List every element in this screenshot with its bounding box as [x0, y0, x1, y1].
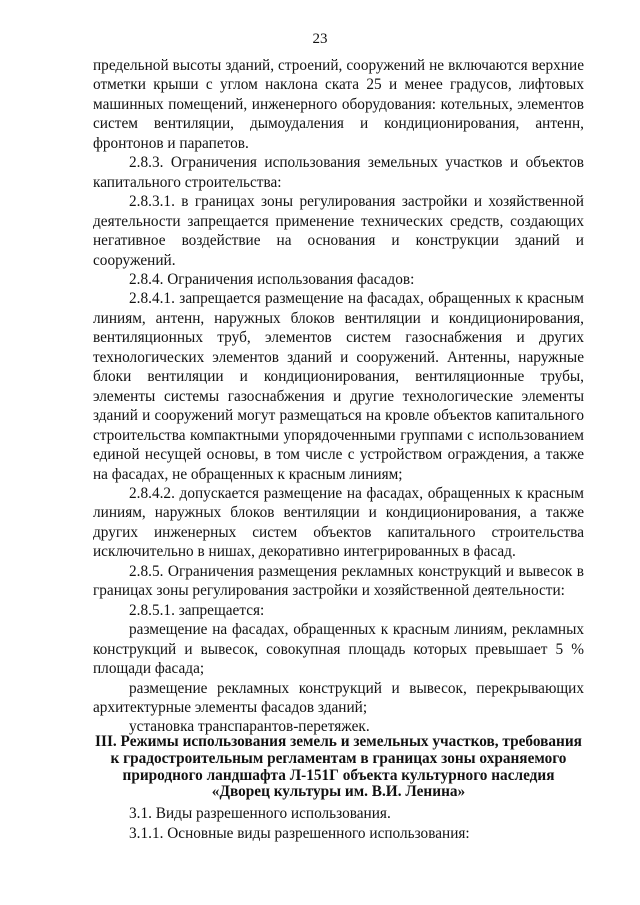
paragraph-2-8-5: 2.8.5. Ограничения размещения рекламных конструкций и вывесок в границах зоны регулирования застройки и хозяйственной деятельности: — [93, 562, 584, 600]
paragraph-3-1-1: 3.1.1. Основные виды разрешенного использования: — [129, 825, 470, 842]
paragraph-height-exclusions: предельной высоты зданий, строений, сооружений не включаются верхние отметки крыши с углом наклона ската 25 и менее градусов, лифтовых машинных помещений, инженерного оборудования: котельных, элементов систем вентиляции, дымоудаления и кондиционирования, антенн, фронтонов и парапетов. — [93, 57, 584, 152]
paragraph-2-8-4-1: 2.8.4.1. запрещается размещение на фасадах, обращенных к красным линиям, антенн, наружных блоков вентиляции и кондиционирования, вентиляционных труб, элементов систем газоснабжения и других технологических элементов зданий и сооружений. Антенны, наружные блоки вентиляции и кондиционирования, вентиляционные трубы, элементы системы газоснабжения и другие технологические элементы зданий и сооружений могут размещаться на кровле объектов капитального строительства компактными упорядоченными группами с использованием единой несущей основы, в том числе с устройством ограждения, а также на фасадах, не обращенных к красным линиям; — [93, 290, 584, 483]
section-body — [93, 804, 584, 844]
section-heading — [93, 734, 584, 801]
paragraph-3-1: 3.1. Виды разрешенного использования. — [129, 805, 391, 822]
section-heading-line: к градостроительным регламентам в границах зоны охраняемого — [110, 749, 567, 767]
paragraph-2-8-4-2: 2.8.4.2. допускается размещение на фасадах, обращенных к красным линиям, наружных блоков вентиляции и кондиционирования, а также других инженерных систем объектов капитального строительства исключительно в нишах, декоративно интегрированных в фасад. — [93, 484, 584, 561]
paragraph-2-8-3-1: 2.8.3.1. в границах зоны регулирования застройки и хозяйственной деятельности запрещается применение технических средств, создающих негативное воздействие на основания и конструкции зданий и сооружений. — [93, 193, 584, 269]
document-body — [93, 56, 584, 737]
paragraph-ban-facade-ads: размещение на фасадах, обращенных к красным линиям, рекламных конструкций и вывесок, совокупная площадь которых превышает 5 % площади фасада; — [93, 621, 584, 678]
paragraph-2-8-5-1: 2.8.5.1. запрещается: — [129, 601, 265, 619]
page-number: 23 — [312, 31, 328, 47]
section-heading-line: «Дворец культуры им. В.И. Ленина» — [211, 783, 466, 801]
section-heading-line: III. Режимы использования земель и земельных участков, требования — [95, 733, 582, 750]
paragraph-2-8-4: 2.8.4. Ограничения использования фасадов: — [129, 270, 415, 288]
paragraph-ban-banners: установка транспарантов-перетяжек. — [129, 718, 370, 736]
paragraph-2-8-3: 2.8.3. Ограничения использования земельных участков и объектов капитального строительства: — [93, 154, 584, 191]
paragraph-ban-covering-ads: размещение рекламных конструкций и вывесок, перекрывающих архитектурные элементы фасадов зданий; — [93, 679, 584, 716]
section-heading-line: природного ландшафта Л-151Г объекта культурного наследия — [122, 766, 555, 784]
